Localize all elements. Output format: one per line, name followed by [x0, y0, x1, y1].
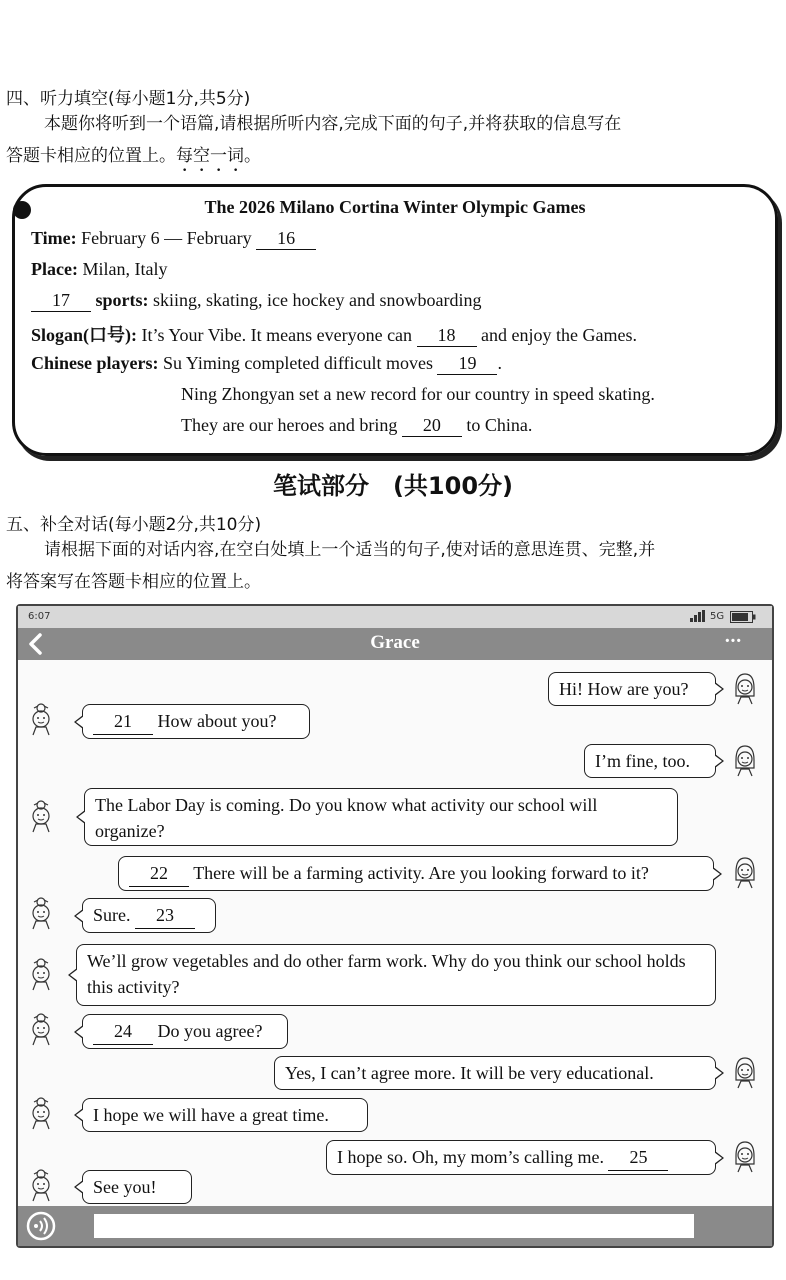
girl-avatar-icon [26, 1168, 56, 1204]
blank-19[interactable]: 19 [437, 353, 497, 375]
chinese-players-line1 [31, 353, 502, 375]
slogan-text: It’s Your Vibe. It means everyone can [141, 325, 413, 345]
message-text: I’m fine, too. [595, 751, 690, 771]
girl-avatar-icon [26, 896, 56, 932]
blank-20[interactable]: 20 [402, 415, 462, 437]
chat-bubble-right [118, 856, 714, 891]
chat-bubble-right [326, 1140, 716, 1175]
listening-title: The 2026 Milano Cortina Winter Olympic Games [204, 197, 586, 217]
blank-21[interactable]: 21 [93, 708, 153, 735]
blank-25[interactable]: 25 [608, 1144, 668, 1171]
girl-avatar-icon [26, 1096, 56, 1132]
instruction-text: 答题卡相应的位置上。 [6, 146, 176, 166]
grace-avatar-icon [730, 854, 760, 890]
chinese-text3: They are our heroes and bring [181, 415, 398, 435]
chat-bubble-right [548, 672, 716, 706]
chat-bubble-left [82, 1098, 368, 1132]
blank-17[interactable]: 17 [31, 290, 91, 312]
blank-18[interactable]: 18 [417, 325, 477, 347]
section4-instruction-line1: 本题你将听到一个语篇,请根据所听内容,完成下面的句子,并将获取的信息写在 [44, 114, 622, 134]
message-text: I hope we will have a great time. [93, 1105, 329, 1125]
written-part-title: 笔试部分 (共100分) [272, 472, 514, 500]
chinese-text1: Su Yiming completed difficult moves [163, 353, 433, 373]
message-text: Do you agree? [157, 1021, 263, 1041]
section4-instruction-line2 [6, 140, 261, 176]
period: . [497, 353, 502, 373]
blank-24[interactable]: 24 [93, 1018, 153, 1045]
section5-instruction-line2: 将答案写在答题卡相应的位置上。 [6, 572, 261, 592]
time-line [31, 228, 316, 250]
sports-text: skiing, skating, ice hockey and snowboarding [153, 290, 482, 310]
chinese-label: Chinese players: [31, 353, 159, 373]
message-text: How about you? [157, 711, 277, 731]
status-time: 6:07 [28, 611, 51, 622]
chat-bubble-left [82, 1014, 288, 1049]
chat-bubble-left [76, 944, 716, 1006]
chinese-players-line3 [181, 415, 532, 437]
place-label: Place: [31, 259, 78, 279]
blank-23[interactable]: 23 [135, 902, 195, 929]
chat-bubble-left [84, 788, 678, 846]
blank-22[interactable]: 22 [129, 860, 189, 887]
signal-icon [690, 610, 706, 625]
slogan-label: Slogan(口号): [31, 325, 138, 345]
battery-icon [730, 611, 756, 626]
chat-bubble-left [82, 898, 216, 933]
girl-avatar-icon [26, 702, 56, 738]
chat-header [18, 628, 772, 660]
girl-avatar-icon [26, 799, 56, 835]
instruction-emphasis: 每空一词。 [176, 146, 261, 166]
message-text: Sure. [93, 905, 131, 925]
grace-avatar-icon [730, 1138, 760, 1174]
grace-avatar-icon [730, 670, 760, 706]
section4-title: 四、听力填空(每小题1分,共5分) [6, 89, 251, 109]
place-line [31, 259, 167, 280]
listening-notes-box [12, 184, 778, 456]
status-bar [18, 606, 772, 628]
grace-avatar-icon [730, 742, 760, 778]
sports-label: sports: [95, 290, 149, 310]
girl-avatar-icon [26, 957, 56, 993]
chat-message-list [18, 660, 772, 1206]
message-text: There will be a farming activity. Are you looking forward to it? [193, 863, 649, 883]
time-label: Time: [31, 228, 77, 248]
grace-avatar-icon [730, 1054, 760, 1090]
section5-instruction-line1: 请根据下面的对话内容,在空白处填上一个适当的句子,使对话的意思连贯、完整,并 [44, 540, 656, 560]
time-text: February 6 — February [81, 228, 252, 248]
voice-icon[interactable] [26, 1211, 56, 1245]
chinese-players-line2: Ning Zhongyan set a new record for our country in speed skating. [181, 384, 655, 404]
chat-bubble-left [82, 1170, 192, 1204]
sports-line [31, 290, 481, 312]
input-bar [18, 1206, 772, 1246]
slogan-line [31, 321, 637, 347]
message-text: See you! [93, 1177, 157, 1197]
message-input[interactable] [94, 1214, 694, 1238]
place-text: Milan, Italy [82, 259, 168, 279]
chat-bubble-right [584, 744, 716, 778]
more-options-icon[interactable]: ··· [724, 630, 742, 652]
girl-avatar-icon [26, 1012, 56, 1048]
message-text: Hi! How are you? [559, 679, 689, 699]
chat-bubble-left [82, 704, 310, 739]
phone-chat-screen [16, 604, 774, 1248]
slogan-end: and enjoy the Games. [481, 325, 637, 345]
chat-bubble-right [274, 1056, 716, 1090]
network-type: 5G [710, 611, 725, 622]
message-text: Yes, I can’t agree more. It will be very educational. [285, 1063, 654, 1083]
message-text: I hope so. Oh, my mom’s calling me. [337, 1147, 604, 1167]
contact-name: Grace [370, 632, 420, 653]
section5-title: 五、补全对话(每小题2分,共10分) [6, 515, 262, 535]
message-text: We’ll grow vegetables and do other farm work. Why do you think our school holds this activity? [87, 951, 686, 997]
message-text: The Labor Day is coming. Do you know what activity our school will organize? [95, 795, 598, 841]
blank-16[interactable]: 16 [256, 228, 316, 250]
chinese-text3-end: to China. [466, 415, 533, 435]
